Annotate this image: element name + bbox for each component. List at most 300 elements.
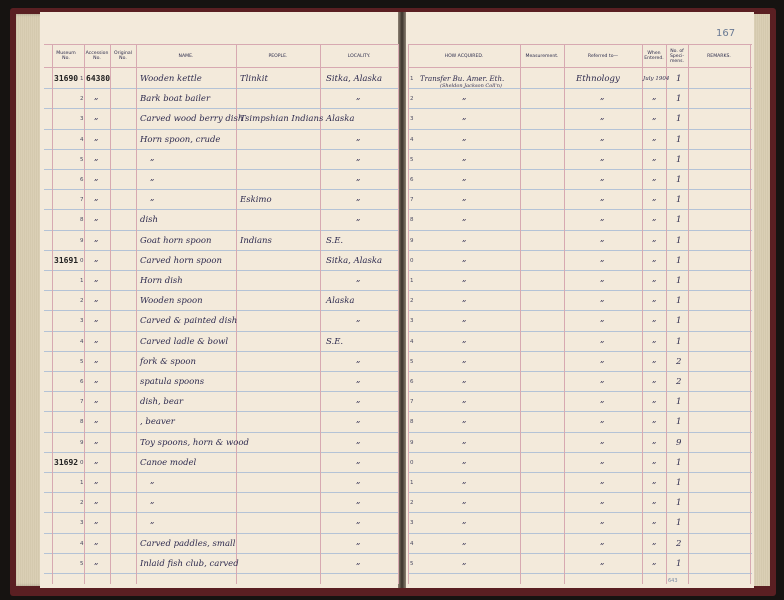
column-line [84,44,85,584]
row-line [408,411,752,412]
when-ditto: „ [652,314,657,324]
row-line [44,492,398,493]
row-number: 2 [80,500,84,506]
referred-ditto: „ [600,92,605,102]
acquired-row-number: 7 [410,399,414,405]
name-ditto: „ [150,496,155,506]
referred-ditto: „ [600,456,605,466]
when-ditto: „ [652,92,657,102]
how-ditto: „ [462,133,467,143]
specimen-name: Toy spoons, horn & wood [140,438,249,448]
column-line [320,44,321,584]
header-name: NAME. [178,53,194,59]
specimen-count: 1 [676,256,682,266]
specimen-count: 1 [676,316,682,326]
referred-ditto: „ [600,496,605,506]
row-line [408,149,752,150]
accession-ditto: „ [94,213,99,223]
when-ditto: „ [652,213,657,223]
locality-ditto: „ [356,496,361,506]
referred-ditto: „ [600,436,605,446]
referred-ditto: „ [600,213,605,223]
people-name: Eskimo [240,195,272,205]
accession-ditto: „ [94,153,99,163]
specimen-name: Goat horn spoon [140,236,212,246]
when-ditto: „ [652,557,657,567]
row-number: 7 [80,399,84,405]
how-ditto: „ [462,173,467,183]
column-line [110,44,111,584]
accession-ditto: „ [94,355,99,365]
row-number: 9 [80,440,84,446]
specimen-name: Carved & painted dish [140,316,238,326]
row-number: 4 [80,339,84,345]
locality-name: Sitka, Alaska [326,256,383,266]
how-ditto: „ [462,355,467,365]
specimen-count: 1 [676,74,682,84]
column-line [408,44,409,584]
name-ditto: „ [150,193,155,203]
how-ditto: „ [462,436,467,446]
row-line [408,230,752,231]
how-ditto: „ [462,294,467,304]
column-line [688,44,689,584]
acquired-row-number: 3 [410,318,414,324]
when-ditto: „ [652,395,657,405]
locality-name: Alaska [326,296,355,306]
referred-ditto: „ [600,112,605,122]
locality-ditto: „ [356,395,361,405]
accession-ditto: „ [94,557,99,567]
specimen-name: spatula spoons [140,377,205,387]
people-name: Tlinkit [240,74,268,84]
header-top-rule [44,44,398,45]
row-line [44,169,398,170]
accession-ditto: „ [94,335,99,345]
book-gutter [398,12,406,588]
acquired-row-number: 8 [410,217,414,223]
when-ditto: „ [652,274,657,284]
acquired-row-number: 6 [410,379,414,385]
when-ditto: „ [652,112,657,122]
specimen-count: 1 [676,337,682,347]
header-accession-no: Accession No. [85,51,109,61]
row-number: 3 [80,520,84,526]
row-number: 3 [80,116,84,122]
accession-ditto: „ [94,274,99,284]
referred-ditto: „ [600,375,605,385]
row-line [408,250,752,251]
specimen-name: Bark boat bailer [140,94,211,104]
header-museum-no: Museum No. [56,51,76,61]
row-line [408,108,752,109]
when-ditto: „ [652,173,657,183]
specimen-count: 1 [676,195,682,205]
locality-ditto: „ [356,355,361,365]
specimen-count: 1 [676,397,682,407]
specimen-name: Horn dish [140,276,183,286]
row-line [44,290,398,291]
column-line [136,44,137,584]
specimen-count: 2 [676,357,682,367]
museum-number: 31692 [54,458,79,467]
row-line [408,169,752,170]
row-line [408,391,752,392]
row-line [44,189,398,190]
referred-ditto: „ [600,355,605,365]
specimen-count: 1 [676,518,682,528]
name-ditto: „ [150,173,155,183]
row-line [408,432,752,433]
when-ditto: „ [652,254,657,264]
referred-ditto: „ [600,314,605,324]
row-line [408,270,752,271]
specimen-count: 1 [676,135,682,145]
how-ditto: „ [462,395,467,405]
referred-ditto: „ [600,557,605,567]
row-number: 4 [80,541,84,547]
row-line [408,351,752,352]
accession-ditto: „ [94,436,99,446]
when-ditto: „ [652,355,657,365]
row-number: 0 [80,460,84,466]
when-ditto: „ [652,496,657,506]
museum-number: 31690 [54,74,79,83]
acquired-row-number: 3 [410,520,414,526]
name-ditto: „ [150,516,155,526]
locality-ditto: „ [356,375,361,385]
locality-ditto: „ [356,274,361,284]
row-line [44,533,398,534]
row-line [408,331,752,332]
when-ditto: „ [652,294,657,304]
row-number: 1 [80,480,84,486]
row-number: 0 [80,258,84,264]
row-line [408,371,752,372]
locality-ditto: „ [356,415,361,425]
accession-ditto: „ [94,294,99,304]
specimen-name: , beaver [140,417,175,427]
acquired-row-number: 4 [410,541,414,547]
accession-ditto: „ [94,516,99,526]
how-ditto: „ [462,112,467,122]
row-line [44,512,398,513]
header-when-entered: When Entered. [644,51,664,61]
specimen-count: 2 [676,539,682,549]
accession-ditto: „ [94,496,99,506]
accession-ditto: „ [94,476,99,486]
when-ditto: „ [652,153,657,163]
acquired-row-number: 5 [410,359,414,365]
acquired-row-number: 7 [410,197,414,203]
accession-ditto: „ [94,375,99,385]
how-ditto: „ [462,375,467,385]
header-no-specimens: No. of Speci-mens. [669,48,685,64]
acquired-row-number: 3 [410,116,414,122]
how-acquired-collection: (Sheldon Jackson Coll'n) [440,83,502,89]
locality-ditto: „ [356,133,361,143]
column-line [236,44,237,584]
locality-name: Sitka, Alaska [326,74,383,84]
locality-name: S.E. [326,337,344,347]
row-line [44,452,398,453]
column-line [398,44,399,584]
referred-ditto: „ [600,476,605,486]
specimen-count: 1 [676,458,682,468]
specimen-name: fork & spoon [140,357,196,367]
row-number: 6 [80,379,84,385]
row-line [408,129,752,130]
referred-ditto: „ [600,395,605,405]
museum-number: 31691 [54,256,79,265]
row-line [44,411,398,412]
row-line [44,371,398,372]
people-name: Indians [240,236,272,246]
row-number: 3 [80,318,84,324]
row-line [44,573,398,574]
when-entered: July 1904 [643,76,670,82]
header-measurement: Measurement. [525,53,559,59]
header-remarks: REMARKS. [707,53,731,59]
specimen-count: 1 [676,559,682,569]
row-number: 9 [80,238,84,244]
row-line [44,250,398,251]
specimen-count: 1 [676,498,682,508]
acquired-row-number: 5 [410,157,414,163]
acquired-row-number: 1 [410,76,414,82]
header-original-no: Original No. [114,51,132,61]
accession-ditto: „ [94,314,99,324]
row-number: 4 [80,137,84,143]
acquired-row-number: 1 [410,480,414,486]
specimen-name: Wooden kettle [140,74,202,84]
row-line [44,310,398,311]
specimen-count: 1 [676,175,682,185]
when-ditto: „ [652,133,657,143]
when-ditto: „ [652,436,657,446]
how-ditto: „ [462,456,467,466]
referred-ditto: „ [600,415,605,425]
how-ditto: „ [462,476,467,486]
locality-ditto: „ [356,173,361,183]
how-ditto: „ [462,92,467,102]
how-acquired: Transfer Bu. Amer. Eth. [420,75,505,83]
column-line [666,44,667,584]
row-number: 2 [80,96,84,102]
how-ditto: „ [462,193,467,203]
when-ditto: „ [652,415,657,425]
header-bottom-rule [44,67,398,68]
how-ditto: „ [462,274,467,284]
locality-ditto: „ [356,516,361,526]
row-line [44,88,398,89]
header-top-rule [408,44,752,45]
acquired-row-number: 0 [410,258,414,264]
row-line [44,108,398,109]
locality-ditto: „ [356,557,361,567]
when-ditto: „ [652,234,657,244]
row-line [44,391,398,392]
specimen-count: 1 [676,478,682,488]
how-ditto: „ [462,496,467,506]
acquired-row-number: 8 [410,419,414,425]
row-line [44,129,398,130]
row-number: 5 [80,157,84,163]
how-ditto: „ [462,335,467,345]
specimen-name: Wooden spoon [140,296,203,306]
row-line [408,533,752,534]
accession-number: 64380 [86,74,111,83]
accession-ditto: „ [94,537,99,547]
specimen-name: Carved paddles, small [140,539,236,549]
row-line [408,573,752,574]
accession-ditto: „ [94,456,99,466]
row-line [408,189,752,190]
how-ditto: „ [462,254,467,264]
specimen-count: 1 [676,215,682,225]
row-line [44,331,398,332]
row-line [44,472,398,473]
accession-ditto: „ [94,112,99,122]
specimen-name: Carved wood berry dish [140,114,244,124]
row-line [44,553,398,554]
row-number: 8 [80,419,84,425]
row-line [44,270,398,271]
how-ditto: „ [462,314,467,324]
specimen-count: 1 [676,94,682,104]
acquired-row-number: 0 [410,460,414,466]
row-number: 6 [80,177,84,183]
row-line [408,290,752,291]
specimen-name: Horn spoon, crude [140,135,221,145]
locality-ditto: „ [356,193,361,203]
locality-ditto: „ [356,92,361,102]
referred-ditto: „ [600,294,605,304]
row-number: 8 [80,217,84,223]
accession-ditto: „ [94,395,99,405]
header-people: PEOPLE. [268,53,288,59]
specimen-name: Canoe model [140,458,197,468]
row-number: 5 [80,561,84,567]
row-line [408,472,752,473]
accession-ditto: „ [94,133,99,143]
referred-ditto: „ [600,234,605,244]
locality-name: Alaska [326,114,355,124]
specimen-name: Carved ladle & bowl [140,337,229,347]
referred-to: Ethnology [576,74,620,84]
accession-ditto: „ [94,193,99,203]
name-ditto: „ [150,153,155,163]
header-bottom-rule [408,67,752,68]
specimen-name: dish, bear [140,397,184,407]
referred-ditto: „ [600,254,605,264]
column-line [520,44,521,584]
how-ditto: „ [462,234,467,244]
referred-ditto: „ [600,133,605,143]
acquired-row-number: 1 [410,278,414,284]
row-line [408,512,752,513]
how-ditto: „ [462,537,467,547]
page-number: 167 [716,28,736,39]
acquired-row-number: 2 [410,96,414,102]
specimen-count: 9 [676,438,682,448]
accession-ditto: „ [94,254,99,264]
locality-name: S.E. [326,236,344,246]
how-ditto: „ [462,153,467,163]
right-page [404,12,754,588]
row-line [408,553,752,554]
specimen-count: 1 [676,276,682,286]
row-number: 1 [80,76,84,82]
how-ditto: „ [462,415,467,425]
header-how-acquired: HOW ACQUIRED. [444,53,484,59]
how-ditto: „ [462,213,467,223]
specimen-count: 1 [676,296,682,306]
column-line [642,44,643,584]
specimen-name: Carved horn spoon [140,256,222,266]
when-ditto: „ [652,456,657,466]
row-line [408,492,752,493]
footnote: 643 [668,578,678,584]
acquired-row-number: 9 [410,440,414,446]
how-ditto: „ [462,516,467,526]
specimen-count: 1 [676,417,682,427]
row-number: 1 [80,278,84,284]
referred-ditto: „ [600,274,605,284]
name-ditto: „ [150,476,155,486]
locality-ditto: „ [356,436,361,446]
header-referred-to: Referred to— [587,53,619,59]
accession-ditto: „ [94,415,99,425]
locality-ditto: „ [356,537,361,547]
specimen-count: 1 [676,155,682,165]
column-line [52,44,53,584]
accession-ditto: „ [94,92,99,102]
referred-ditto: „ [600,193,605,203]
when-ditto: „ [652,335,657,345]
column-line [750,44,751,584]
row-number: 7 [80,197,84,203]
locality-ditto: „ [356,456,361,466]
row-line [44,432,398,433]
when-ditto: „ [652,476,657,486]
column-line [564,44,565,584]
when-ditto: „ [652,193,657,203]
row-line [408,209,752,210]
row-line [44,230,398,231]
row-number: 2 [80,298,84,304]
acquired-row-number: 2 [410,500,414,506]
accession-ditto: „ [94,173,99,183]
how-ditto: „ [462,557,467,567]
row-line [408,310,752,311]
row-line [408,452,752,453]
referred-ditto: „ [600,537,605,547]
header-locality: LOCALITY. [347,53,371,59]
acquired-row-number: 5 [410,561,414,567]
specimen-count: 1 [676,236,682,246]
acquired-row-number: 4 [410,339,414,345]
referred-ditto: „ [600,516,605,526]
when-ditto: „ [652,537,657,547]
specimen-name: Inlaid fish club, carved [140,559,239,569]
row-line [44,149,398,150]
specimen-count: 1 [676,114,682,124]
locality-ditto: „ [356,153,361,163]
row-line [44,209,398,210]
row-line [44,351,398,352]
referred-ditto: „ [600,153,605,163]
